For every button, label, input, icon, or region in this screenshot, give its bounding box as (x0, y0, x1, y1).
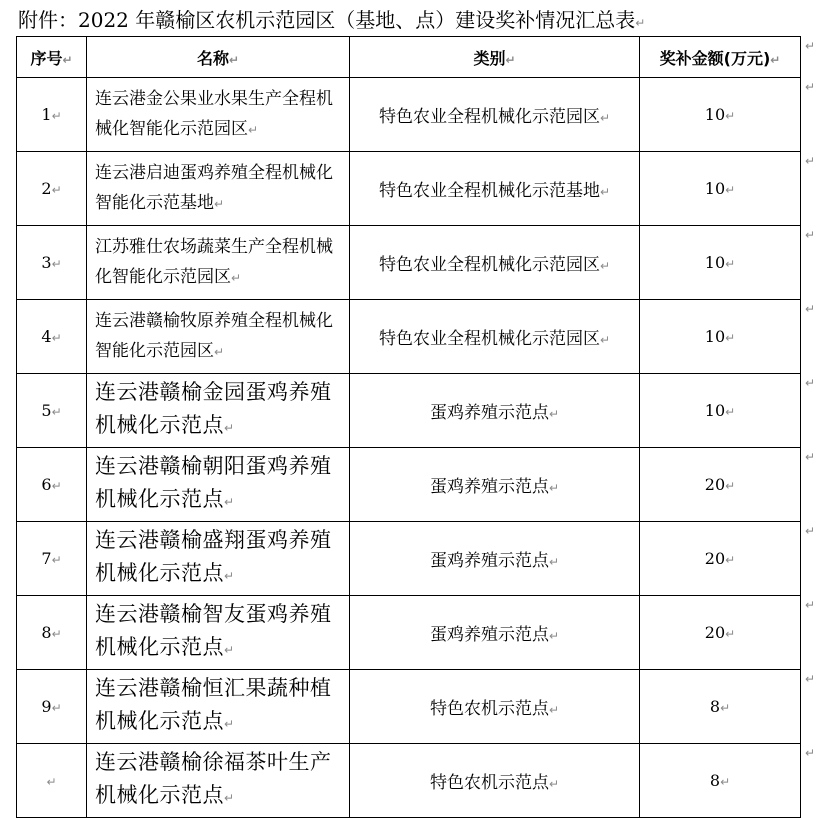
row-name: 连云港赣榆智友蛋鸡养殖机械化示范点 (95, 602, 332, 659)
cell-amount (640, 78, 801, 152)
cell-amount (640, 744, 801, 818)
cell-mark: ↵ (725, 627, 736, 641)
cell-no (17, 670, 87, 744)
row-end-mark: ↵ (805, 153, 816, 168)
cell-amount (640, 300, 801, 374)
cell-mark: ↵ (51, 109, 62, 123)
header-name-label: 名称 (196, 48, 229, 68)
cell-category (350, 670, 640, 744)
row-name: 连云港金公果业水果生产全程机械化智能化示范园区 (95, 89, 333, 139)
cell-name (87, 78, 350, 152)
row-end-mark: ↵ (805, 79, 816, 94)
cell-name (87, 374, 350, 448)
row-name: 连云港赣榆朝阳蛋鸡养殖机械化示范点 (95, 454, 332, 511)
paragraph-mark: ↵ (635, 16, 646, 30)
cell-mark: ↵ (231, 271, 242, 285)
row-number: 5 (41, 401, 52, 420)
row-end-mark: ↵ (805, 375, 816, 390)
cell-no (17, 744, 87, 818)
row-number: 7 (41, 549, 52, 568)
header-name (87, 37, 350, 78)
table-row (17, 374, 801, 448)
cell-mark: ↵ (770, 52, 781, 67)
row-category: 特色农机示范点 (429, 773, 549, 793)
cell-no (17, 374, 87, 448)
cell-name (87, 226, 350, 300)
document-title (18, 6, 645, 37)
cell-category (350, 78, 640, 152)
row-amount: 10 (704, 327, 726, 346)
cell-name (87, 596, 350, 670)
row-number: 2 (41, 179, 52, 198)
cell-amount (640, 374, 801, 448)
cell-category (350, 226, 640, 300)
row-end-mark: ↵ (805, 227, 816, 242)
table-row (17, 448, 801, 522)
cell-mark: ↵ (224, 643, 235, 657)
row-end-mark: ↵ (805, 523, 816, 538)
cell-mark: ↵ (725, 257, 736, 271)
cell-no (17, 448, 87, 522)
table-header-row (17, 37, 801, 78)
header-amount-label: 奖补金额(万元) (659, 48, 771, 68)
cell-amount (640, 670, 801, 744)
cell-amount (640, 522, 801, 596)
row-name: 连云港赣榆牧原养殖全程机械化智能化示范园区 (95, 311, 333, 361)
row-number: 3 (41, 253, 52, 272)
cell-amount (640, 448, 801, 522)
cell-no (17, 78, 87, 152)
row-amount: 20 (704, 549, 726, 568)
cell-mark: ↵ (224, 569, 235, 583)
cell-mark: ↵ (51, 701, 62, 715)
row-name: 江苏雅仕农场蔬菜生产全程机械化智能化示范园区 (95, 237, 333, 287)
row-number: 4 (41, 327, 52, 346)
cell-mark: ↵ (599, 185, 611, 199)
row-category: 特色农业全程机械化示范基地 (378, 181, 600, 201)
row-category: 蛋鸡养殖示范点 (429, 551, 549, 571)
cell-mark: ↵ (214, 345, 225, 359)
cell-mark: ↵ (224, 421, 235, 435)
cell-category (350, 744, 640, 818)
table-row (17, 300, 801, 374)
row-amount: 20 (704, 623, 726, 642)
cell-mark: ↵ (725, 331, 736, 345)
cell-mark: ↵ (51, 553, 62, 567)
row-name: 连云港赣榆金园蛋鸡养殖机械化示范点 (95, 380, 332, 437)
cell-mark: ↵ (224, 495, 235, 509)
table-row (17, 670, 801, 744)
table-row (17, 226, 801, 300)
cell-mark: ↵ (51, 627, 62, 641)
table-row (17, 78, 801, 152)
cell-amount (640, 596, 801, 670)
row-amount: 10 (704, 253, 726, 272)
cell-mark: ↵ (505, 52, 516, 67)
cell-mark: ↵ (62, 52, 73, 67)
header-amount (640, 37, 801, 78)
header-category-label: 类别 (473, 48, 506, 68)
cell-name (87, 448, 350, 522)
header-no-label: 序号 (30, 48, 63, 68)
table-row (17, 744, 801, 818)
cell-category (350, 448, 640, 522)
cell-mark: ↵ (548, 777, 560, 791)
row-amount: 8 (709, 697, 721, 716)
cell-mark: ↵ (51, 257, 62, 271)
row-number: 6 (41, 475, 52, 494)
row-category: 特色农业全程机械化示范园区 (378, 255, 600, 275)
cell-category (350, 300, 640, 374)
cell-mark: ↵ (51, 183, 62, 197)
cell-no (17, 300, 87, 374)
row-category: 特色农业全程机械化示范园区 (378, 107, 600, 127)
row-amount: 8 (709, 771, 721, 790)
cell-name (87, 670, 350, 744)
row-amount: 20 (704, 475, 726, 494)
cell-mark: ↵ (720, 701, 731, 715)
row-category: 蛋鸡养殖示范点 (429, 625, 549, 645)
cell-mark: ↵ (725, 479, 736, 493)
cell-mark: ↵ (228, 52, 240, 67)
row-amount: 10 (704, 179, 726, 198)
cell-name (87, 300, 350, 374)
subsidy-summary-table (16, 36, 801, 818)
cell-category (350, 374, 640, 448)
table-row (17, 152, 801, 226)
row-number: 1 (41, 105, 52, 124)
cell-category (350, 522, 640, 596)
row-name: 连云港启迪蛋鸡养殖全程机械化智能化示范基地 (95, 163, 333, 213)
row-number: 9 (41, 697, 52, 716)
header-category (350, 37, 640, 78)
cell-mark: ↵ (720, 775, 731, 789)
cell-category (350, 152, 640, 226)
row-category: 特色农业全程机械化示范园区 (378, 329, 600, 349)
cell-name (87, 744, 350, 818)
cell-mark: ↵ (248, 123, 259, 137)
cell-mark: ↵ (46, 775, 57, 789)
table-row (17, 522, 801, 596)
cell-mark: ↵ (51, 331, 62, 345)
row-end-mark: ↵ (805, 301, 816, 316)
cell-mark: ↵ (725, 405, 736, 419)
cell-mark: ↵ (599, 333, 611, 347)
row-category: 蛋鸡养殖示范点 (429, 477, 549, 497)
cell-mark: ↵ (51, 405, 62, 419)
cell-mark: ↵ (725, 183, 736, 197)
row-amount: 10 (704, 105, 726, 124)
row-end-mark: ↵ (805, 745, 816, 760)
table-row (17, 596, 801, 670)
cell-mark: ↵ (725, 109, 736, 123)
row-number: 8 (41, 623, 52, 642)
cell-mark: ↵ (548, 555, 560, 569)
row-category: 特色农机示范点 (429, 699, 549, 719)
row-name: 连云港赣榆徐福茶叶生产机械化示范点 (95, 750, 332, 807)
header-no (17, 37, 87, 78)
cell-mark: ↵ (214, 197, 225, 211)
cell-mark: ↵ (548, 629, 560, 643)
row-name: 连云港赣榆恒汇果蔬种植机械化示范点 (95, 676, 332, 733)
cell-mark: ↵ (548, 481, 560, 495)
title-text: 附件：2022 年赣榆区农机示范园区（基地、点）建设奖补情况汇总表 (18, 8, 636, 32)
cell-amount (640, 226, 801, 300)
cell-mark: ↵ (548, 703, 560, 717)
row-end-mark: ↵ (805, 671, 816, 686)
cell-mark: ↵ (224, 791, 235, 805)
cell-no (17, 226, 87, 300)
cell-amount (640, 152, 801, 226)
row-category: 蛋鸡养殖示范点 (429, 403, 549, 423)
row-end-mark: ↵ (805, 597, 816, 612)
cell-no (17, 522, 87, 596)
cell-mark: ↵ (548, 407, 560, 421)
cell-no (17, 152, 87, 226)
cell-category (350, 596, 640, 670)
cell-name (87, 522, 350, 596)
cell-mark: ↵ (725, 553, 736, 567)
row-amount: 10 (704, 401, 726, 420)
row-name: 连云港赣榆盛翔蛋鸡养殖机械化示范点 (95, 528, 332, 585)
cell-mark: ↵ (599, 259, 611, 273)
cell-mark: ↵ (599, 111, 611, 125)
cell-mark: ↵ (51, 479, 62, 493)
cell-no (17, 596, 87, 670)
row-end-mark: ↵ (805, 38, 816, 53)
row-end-mark: ↵ (805, 449, 816, 464)
cell-mark: ↵ (224, 717, 235, 731)
cell-name (87, 152, 350, 226)
